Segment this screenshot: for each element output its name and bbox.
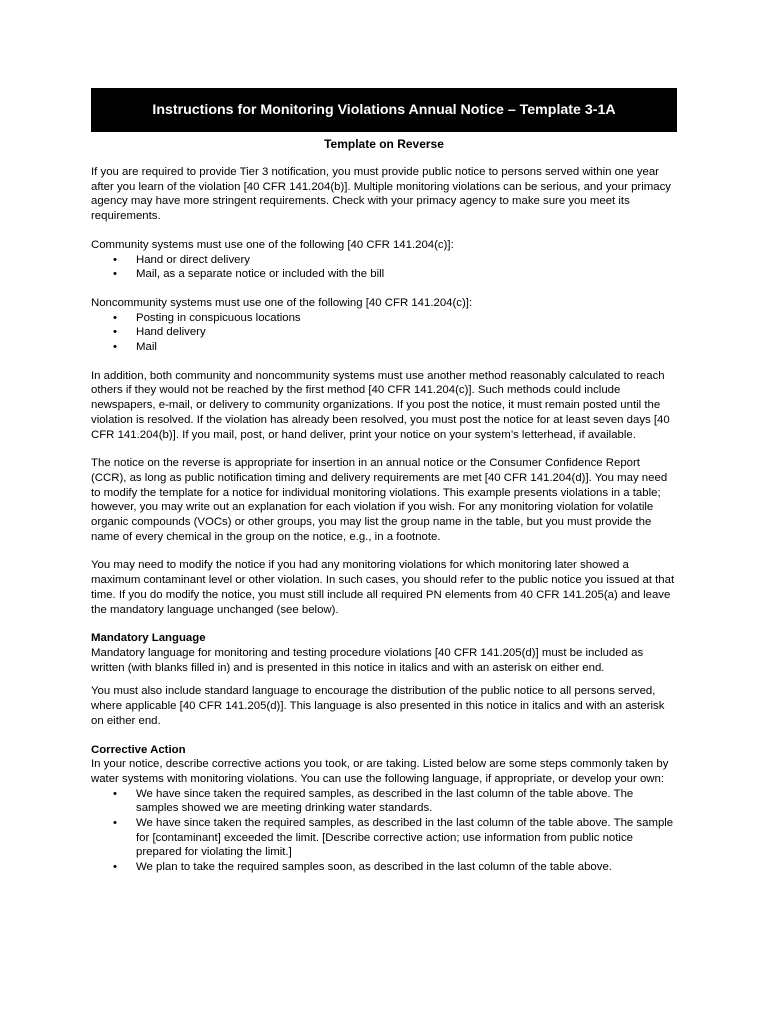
list-item-text: Posting in conspicuous locations: [136, 311, 301, 324]
list-item: [91, 253, 677, 268]
list-item: [91, 860, 677, 875]
bullet: •: [113, 787, 117, 800]
addition-paragraph: In addition, both community and noncommunity systems must use another method reasonably calculated to reach others if they would not be reached by the first method [40 CFR 141.204(c)]. Such methods could include newspapers, e-mail, or delivery to community organizations. If you post the notice, it must remain posted until the violation is resolved. If the violation has already been resolved, you must post the notice for at least seven days [40 CFR 141.204(b)]. If you mail, post, or hand deliver, print your notice on your system’s letterhead, if available.: [91, 369, 670, 441]
intro-paragraph: If you are required to provide Tier 3 notification, you must provide public notice to persons served within one year after you learn of the violation [40 CFR 141.204(b)]. Multiple monitoring violations can be serious, and your primacy agency may have more stringent requirements. Check with your primacy agency to make sure you meet its requirements.: [91, 166, 671, 223]
list-item-text: Mail: [136, 341, 157, 354]
list-item: [91, 816, 677, 860]
corrective-list: [91, 787, 677, 875]
list-item: [91, 787, 677, 816]
list-item: [91, 311, 677, 326]
community-lead: Community systems must use one of the following [40 CFR 141.204(c)]:: [91, 238, 454, 251]
bullet: •: [113, 253, 117, 266]
list-item-text: Hand delivery: [136, 326, 206, 339]
noncommunity-list: [91, 311, 677, 355]
community-list: [91, 253, 677, 282]
bullet: •: [113, 341, 117, 354]
corrective-text: In your notice, describe corrective actions you took, or are taking. Listed below are some steps commonly taken by water systems with monitoring violations. You can use the following language, if appropriate, or develop your own:: [91, 758, 669, 785]
reverse-paragraph: The notice on the reverse is appropriate for insertion in an annual notice or the Consumer Confidence Report (CCR), as long as public notification timing and delivery requirements are met [40 CFR 141.204(d)]. You may need to modify the template for a notice for individual monitoring violations. This example presents violations in a table; however, you may write out an explanation for each violation if you wish. For any monitoring violation for volatile organic compounds (VOCs) or other groups, you may list the group name in the table, but you must provide the name of every chemical in the group on the notice, e.g., in a footnote.: [91, 457, 668, 543]
list-item: [91, 267, 677, 282]
mandatory-text-2: You must also include standard language to encourage the distribution of the public notice to all persons served, where applicable [40 CFR 141.205(d)]. This language is also presented in this notice in italics and with an asterisk on either end.: [91, 685, 665, 727]
subtitle: Template on Reverse: [324, 137, 444, 151]
list-item-text: We have since taken the required samples, as described in the last column of the table above. The samples showed we are meeting drinking water standards.: [136, 787, 634, 815]
bullet: •: [113, 817, 117, 830]
list-item-text: Mail, as a separate notice or included with the bill: [136, 268, 385, 281]
noncommunity-section: [91, 296, 677, 355]
title-bar: [91, 88, 677, 132]
bullet: •: [113, 311, 117, 324]
bullet: •: [113, 268, 117, 281]
mandatory-section: [91, 631, 677, 728]
community-section: [91, 238, 677, 282]
bullet: •: [113, 326, 117, 339]
bullet: •: [113, 861, 117, 874]
list-item-text: We have since taken the required samples, as described in the last column of the table above. The sample for [contaminant] exceeded the limit. [Describe corrective action; use information from public notice prepared for violating the limit.]: [136, 817, 674, 859]
corrective-heading: Corrective Action: [91, 743, 186, 756]
mandatory-heading: Mandatory Language: [91, 632, 206, 645]
list-item: [91, 325, 677, 340]
document-page: [91, 88, 677, 875]
corrective-section: [91, 743, 677, 875]
document-title: Instructions for Monitoring Violations Annual Notice – Template 3-1A: [152, 101, 616, 118]
list-item-text: We plan to take the required samples soon, as described in the last column of the table above.: [136, 861, 612, 874]
mandatory-text-1: Mandatory language for monitoring and testing procedure violations [40 CFR 141.205(d)] must be included as written (with blanks filled in) and is presented in this notice in italics and with an asterisk on either end.: [91, 646, 644, 674]
modify-paragraph: You may need to modify the notice if you had any monitoring violations for which monitoring later showed a maximum contaminant level or other violation. In such cases, you should refer to the public notice you issued at that time. If you do modify the notice, you must still include all required PN elements from 40 CFR 141.205(a) and leave the mandatory language unchanged (see below).: [91, 559, 675, 616]
noncommunity-lead: Noncommunity systems must use one of the following [40 CFR 141.204(c)]:: [91, 296, 473, 309]
list-item-text: Hand or direct delivery: [136, 253, 250, 266]
list-item: [91, 340, 677, 355]
